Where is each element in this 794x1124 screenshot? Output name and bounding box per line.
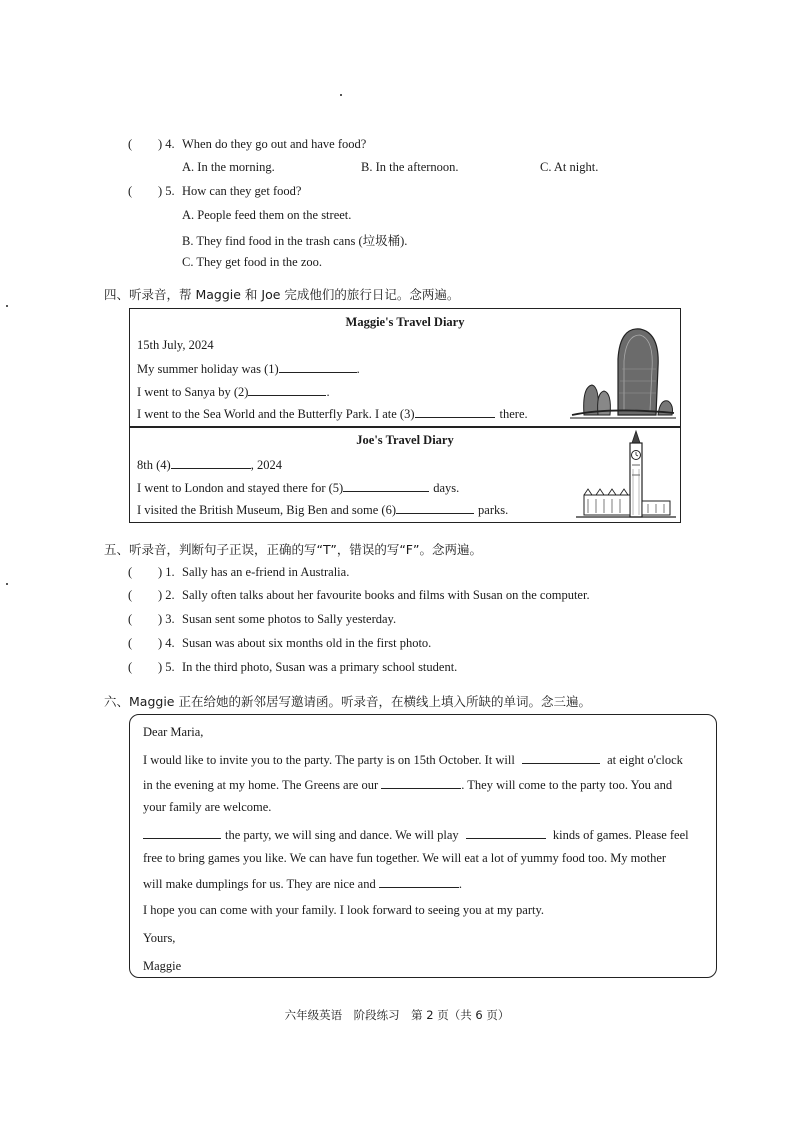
item-text: In the third photo, Susan was a primary school student. bbox=[182, 660, 458, 674]
line-text: kinds of games. Please feel bbox=[552, 828, 689, 842]
line-text: I went to the Sea World and the Butterfly Park. I ate (3) bbox=[137, 407, 415, 421]
line-text: the party, we will sing and dance. We will play bbox=[225, 828, 459, 842]
diary-heading: Maggie's Travel Diary bbox=[345, 315, 465, 329]
diary-line-1 bbox=[137, 480, 459, 496]
diary-date: 15th July, 2024 bbox=[137, 338, 214, 352]
item-text: Susan sent some photos to Sally yesterday. bbox=[182, 612, 397, 626]
line-text: . bbox=[326, 385, 330, 399]
answer-blank-4[interactable] bbox=[171, 457, 251, 469]
answer-blank-4[interactable] bbox=[466, 827, 546, 839]
line-text: 8th (4) bbox=[137, 458, 171, 472]
line-text: in the evening at my home. The Greens are our bbox=[143, 778, 379, 792]
line-text: I would like to invite you to the party. The party is on 15th October. It will bbox=[143, 753, 515, 767]
option-c: C. At night. bbox=[540, 160, 599, 174]
answer-paren-open[interactable]: ( bbox=[128, 660, 133, 674]
item-text: Sally often talks about her favourite books and films with Susan on the computer. bbox=[182, 588, 590, 602]
diary-heading: Joe's Travel Diary bbox=[356, 433, 454, 447]
line-text: , 2024 bbox=[250, 458, 282, 472]
question-number: ) 4. bbox=[158, 137, 175, 151]
diary-line-1 bbox=[137, 361, 360, 377]
letter-closing: Yours, bbox=[143, 931, 176, 945]
line-text: . bbox=[356, 362, 360, 376]
answer-paren-open: ( bbox=[128, 184, 133, 198]
item-text: Susan was about six months old in the first photo. bbox=[182, 636, 432, 650]
invitation-letter bbox=[129, 714, 717, 978]
item-number: ) 1. bbox=[158, 565, 175, 579]
diary-line-3 bbox=[137, 406, 528, 422]
line-text: days. bbox=[433, 481, 460, 495]
question-text: When do they go out and have food? bbox=[182, 137, 367, 151]
maggie-diary bbox=[129, 308, 681, 428]
answer-blank-6[interactable] bbox=[396, 502, 474, 514]
answer-paren-open[interactable]: ( bbox=[128, 588, 133, 602]
answer-paren-open[interactable]: ( bbox=[128, 612, 133, 626]
letter-line bbox=[143, 752, 683, 768]
answer-paren-open[interactable]: ( bbox=[128, 565, 133, 579]
line-text: . bbox=[458, 877, 462, 891]
answer-blank-3[interactable] bbox=[143, 827, 221, 839]
speck bbox=[6, 583, 8, 585]
option-b: B. In the afternoon. bbox=[361, 160, 459, 174]
letter-line bbox=[143, 827, 689, 843]
answer-blank-1[interactable] bbox=[279, 361, 357, 373]
item-number: ) 5. bbox=[158, 660, 175, 674]
item-number: ) 4. bbox=[158, 636, 175, 650]
letter-line bbox=[143, 876, 462, 892]
question-text: How can they get food? bbox=[182, 184, 302, 198]
sanya-building-illustration bbox=[570, 319, 676, 419]
letter-line bbox=[143, 777, 672, 793]
page-footer: 六年级英语 阶段练习 第 2 页（共 6 页） bbox=[284, 1008, 510, 1022]
line-text: there. bbox=[499, 407, 528, 421]
line-text: at eight o'clock bbox=[607, 753, 683, 767]
letter-line: I hope you can come with your family. I look forward to seeing you at my party. bbox=[143, 903, 545, 917]
diary-line-2 bbox=[137, 384, 330, 400]
speck bbox=[340, 94, 342, 96]
item-number: ) 3. bbox=[158, 612, 175, 626]
answer-paren-open: ( bbox=[128, 137, 133, 151]
option-a: A. People feed them on the street. bbox=[182, 208, 352, 222]
joe-diary bbox=[129, 426, 681, 523]
item-text: Sally has an e-friend in Australia. bbox=[182, 565, 350, 579]
answer-blank-5[interactable] bbox=[379, 876, 459, 888]
speck bbox=[6, 305, 8, 307]
letter-greeting: Dear Maria, bbox=[143, 725, 204, 739]
line-text: will make dumplings for us. They are nice and bbox=[143, 877, 376, 891]
option-b: B. They find food in the trash cans (垃圾桶). bbox=[182, 234, 408, 248]
option-c: C. They get food in the zoo. bbox=[182, 255, 323, 269]
answer-blank-1[interactable] bbox=[522, 752, 600, 764]
line-text: My summer holiday was (1) bbox=[137, 362, 279, 376]
big-ben-illustration bbox=[576, 429, 676, 519]
letter-line: free to bring games you like. We can have fun together. We will eat a lot of yummy food too. My mother bbox=[143, 851, 667, 865]
item-number: ) 2. bbox=[158, 588, 175, 602]
diary-line-2 bbox=[137, 502, 508, 518]
letter-signature: Maggie bbox=[143, 959, 182, 973]
section-5-title: 五、听录音，判断句子正误，正确的写“T”，错误的写“F”。念两遍。 bbox=[104, 542, 482, 557]
line-text: . They will come to the party too. You and bbox=[461, 778, 673, 792]
line-text: I went to London and stayed there for (5) bbox=[137, 481, 344, 495]
question-number: ) 5. bbox=[158, 184, 175, 198]
letter-line: your family are welcome. bbox=[143, 800, 272, 814]
answer-blank-2[interactable] bbox=[381, 777, 461, 789]
section-6-title: 六、Maggie 正在给她的新邻居写邀请函。听录音，在横线上填入所缺的单词。念三遍。 bbox=[104, 694, 591, 709]
section-4-title: 四、听录音，帮 Maggie 和 Joe 完成他们的旅行日记。念两遍。 bbox=[104, 287, 460, 302]
answer-blank-5[interactable] bbox=[343, 480, 429, 492]
diary-date bbox=[137, 457, 282, 473]
line-text: I visited the British Museum, Big Ben and some (6) bbox=[137, 503, 397, 517]
line-text: I went to Sanya by (2) bbox=[137, 385, 249, 399]
answer-blank-2[interactable] bbox=[248, 384, 326, 396]
answer-blank-3[interactable] bbox=[415, 406, 495, 418]
option-a: A. In the morning. bbox=[182, 160, 275, 174]
answer-paren-open[interactable]: ( bbox=[128, 636, 133, 650]
line-text: parks. bbox=[478, 503, 509, 517]
